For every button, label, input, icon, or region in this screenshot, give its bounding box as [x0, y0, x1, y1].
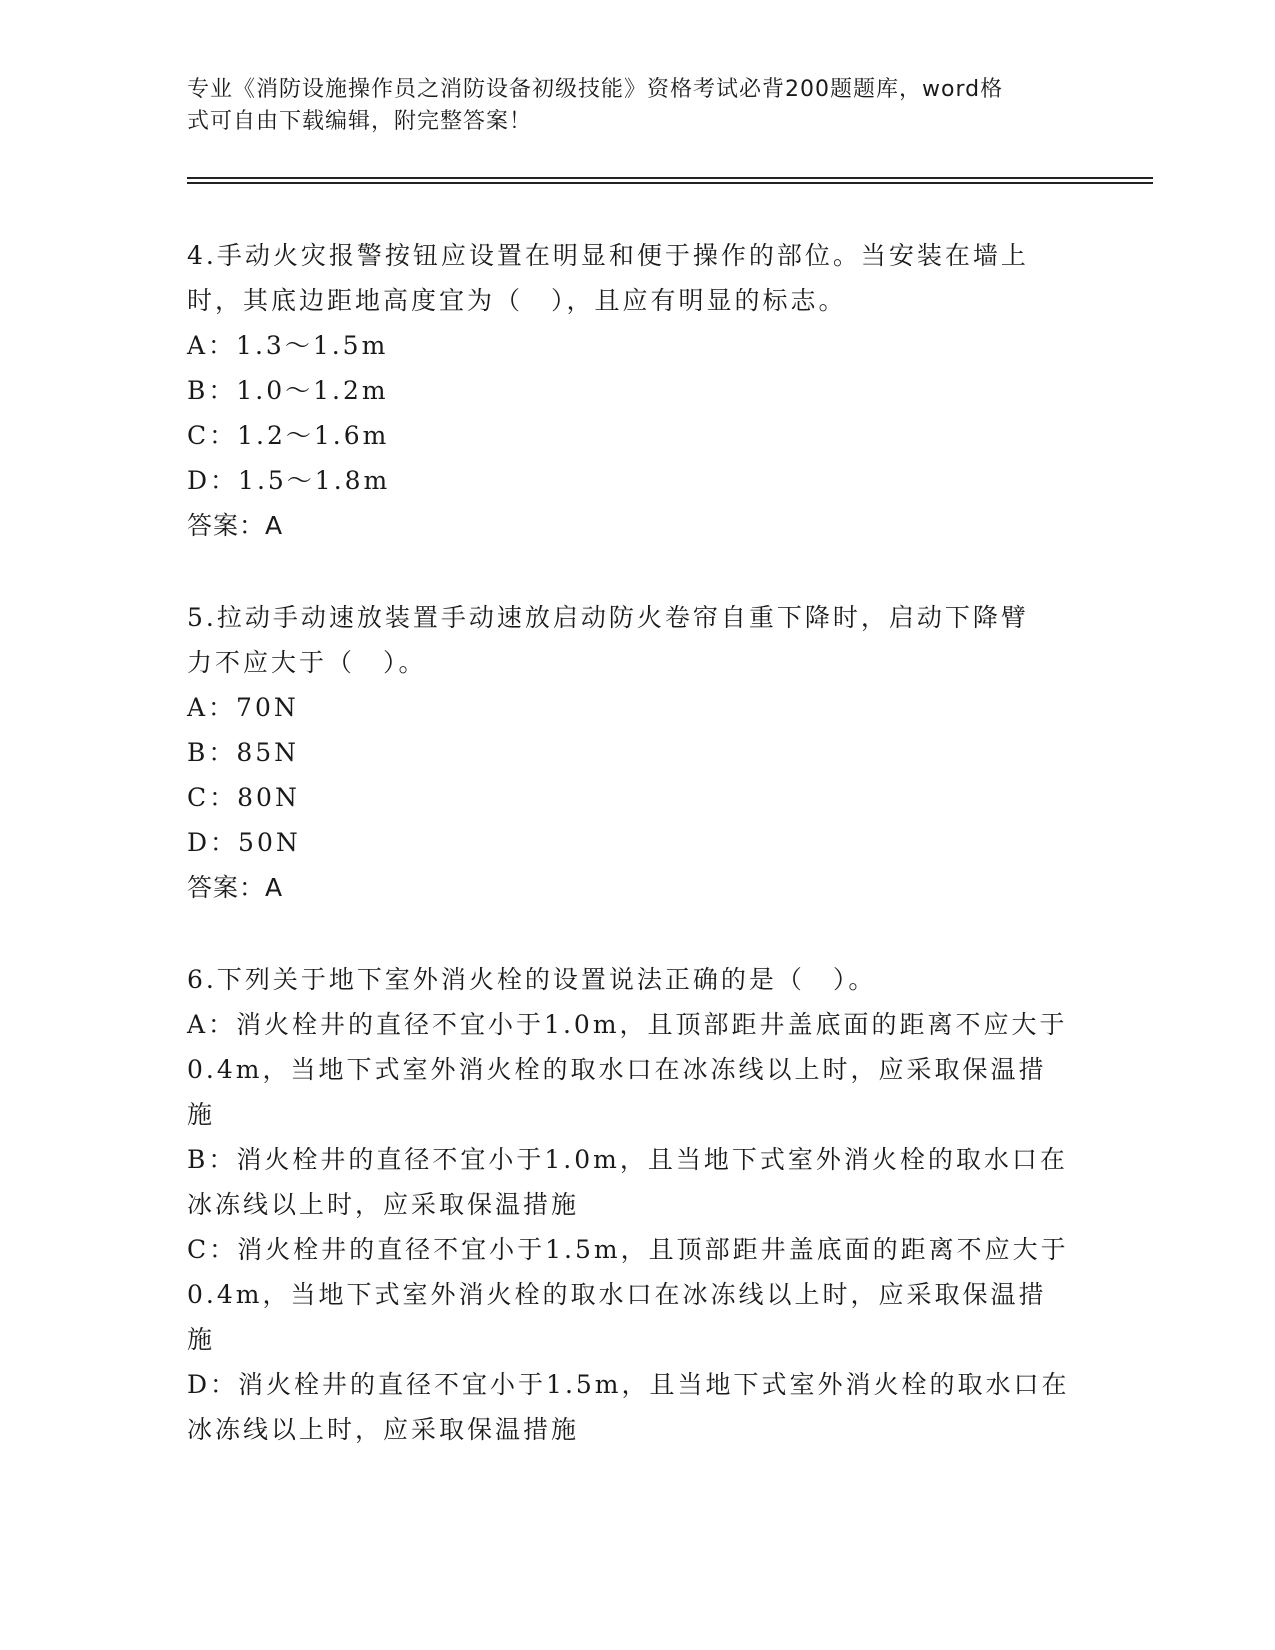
header-title-line-2: 式可自由下载编辑，附完整答案！ — [187, 109, 533, 134]
question-6-option-a-line-1: A：消火栓井的直径不宜小于1.0m，且顶部距井盖底面的距离不应大于 — [187, 1010, 1068, 1039]
question-6-option-c-line-1: C：消火栓井的直径不宜小于1.5m，且顶部距井盖底面的距离不应大于 — [187, 1235, 1069, 1264]
question-6-option-c-line-3: 施 — [187, 1325, 216, 1354]
question-5-option-d: D：50N — [187, 828, 301, 857]
question-4-answer: 答案：A — [187, 511, 284, 540]
question-list — [187, 233, 1087, 1499]
question-5-option-c: C：80N — [187, 783, 300, 812]
question-4-option-a: A：1.3～1.5m — [187, 331, 389, 360]
header-title-line-1: 专业《消防设施操作员之消防设备初级技能》资格考试必背200题题库，word格 — [187, 77, 1004, 102]
question-4 — [187, 233, 1087, 548]
question-4-text-line-1: 4.手动火灾报警按钮应设置在明显和便于操作的部位。当安装在墙上 — [187, 241, 1029, 270]
header-divider-top — [187, 177, 1153, 179]
question-5-text-line-1: 5.拉动手动速放装置手动速放启动防火卷帘自重下降时，启动下降臂 — [187, 603, 1029, 632]
question-6-option-a-line-3: 施 — [187, 1100, 216, 1129]
question-5 — [187, 595, 1087, 910]
question-6-text-line-1: 6.下列关于地下室外消火栓的设置说法正确的是（ ）。 — [187, 965, 877, 994]
question-6-option-d-line-1: D：消火栓井的直径不宜小于1.5m，且当地下式室外消火栓的取水口在 — [187, 1370, 1070, 1399]
question-5-option-b: B：85N — [187, 738, 300, 767]
question-5-option-a: A：70N — [187, 693, 299, 722]
question-5-answer: 答案：A — [187, 873, 284, 902]
question-6-option-c-line-2: 0.4m，当地下式室外消火栓的取水口在冰冻线以上时，应采取保温措 — [187, 1280, 1047, 1309]
question-4-option-b: B：1.0～1.2m — [187, 376, 389, 405]
header-divider-bottom — [187, 182, 1153, 184]
question-6-option-b-line-1: B：消火栓井的直径不宜小于1.0m，且当地下式室外消火栓的取水口在 — [187, 1145, 1068, 1174]
question-6-option-b-line-2: 冰冻线以上时，应采取保温措施 — [187, 1190, 580, 1219]
question-4-option-d: D：1.5～1.8m — [187, 466, 391, 495]
question-6 — [187, 957, 1087, 1452]
question-5-text-line-2: 力不应大于（ ）。 — [187, 648, 427, 677]
document-header — [187, 74, 1067, 138]
question-6-option-a-line-2: 0.4m，当地下式室外消火栓的取水口在冰冻线以上时，应采取保温措 — [187, 1055, 1047, 1084]
question-4-option-c: C：1.2～1.6m — [187, 421, 390, 450]
question-6-option-d-line-2: 冰冻线以上时，应采取保温措施 — [187, 1415, 580, 1444]
question-4-text-line-2: 时，其底边距地高度宜为（ ），且应有明显的标志。 — [187, 286, 847, 315]
